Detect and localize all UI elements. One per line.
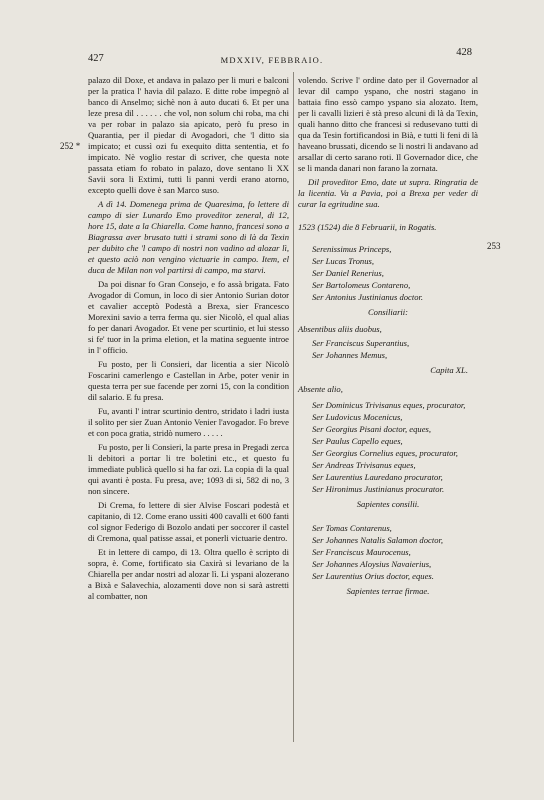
running-title: MDXXIV, FEBBRAIO.: [220, 55, 324, 65]
paragraph: volendo. Scrive l' ordine dato per il Governador al levar dil campo yspano, che nostri stagano in battaia fino essò campo yspano sia alozato. Item, per li cavalli lizieri è stà preso alcuni di là da Texin, quali hanno ditto che francesi si redusevano tutti di qua da Tesin fortificandosi in Bià, e tutti li feni di là haveano brussati, dicendo se li nostri li andavano ad arsallar di certo sarano roti. Il Governador dice, che se li manda danari non farano la zornata.: [298, 75, 478, 173]
paragraph: Dil proveditor Emo, date ut supra. Ringratia de la licentia. Va a Pavia, poi a Brexa per veder di curar la egritudine sua.: [298, 177, 478, 209]
page-number-left: 427: [88, 53, 104, 64]
right-column: [298, 75, 478, 601]
section-heading: Sapientes consilii.: [356, 499, 420, 509]
list-item: Ser Tomas Contarenus,: [312, 523, 392, 533]
page-header: [0, 47, 544, 69]
list-item: Ser Franciscus Maurocenus,: [312, 547, 411, 557]
list-item: Ser Bartolomeus Contareno,: [312, 280, 411, 290]
page-number-right: 428: [456, 47, 472, 58]
list-item: Ser Andreas Trivisanus eques,: [312, 460, 416, 470]
list-item: Ser Ludovicus Mocenicus,: [312, 412, 403, 422]
section-heading: Capita XL.: [430, 365, 468, 375]
left-column: [88, 75, 289, 605]
paragraph: Di Crema, fo lettere di sier Alvise Foscari podestà et capitanio, di 12. Come erano ussiti 400 cavalli et 600 fanti col signor Federigo di Bozolo andati per soccorer il castel di Cremona, qual patisse assai, et ponerli victuarie dentro.: [88, 500, 289, 543]
paragraph: Fu, avanti l' intrar scurtinio dentro, stridato i ladri iusta il solito per sier Zuan Antonio Venier l'avogador. Fo breve et con poca gratia, stridò numero . . . . .: [88, 406, 289, 438]
sapientes-terrae-list: [298, 522, 478, 582]
paragraph: Fu posto, per li Consieri, dar licentia a sier Nicolò Foscarini camerlengo e Castellan in Arbe, poter venir in questa terra per sue facende per zorni 15, con la condition dil salario. E fu presa.: [88, 359, 289, 402]
section-note: Absentibus aliis duobus,: [298, 324, 382, 334]
list-item: Ser Paulus Capello eques,: [312, 436, 403, 446]
paragraph: palazo dil Doxe, et andava in palazo per li muri e balconi per la pratica l' havia dil palazo. E ditte robe impegnò al banco di Anselmo; sichè non à auto ducati 6. Et per una leze presa dil . . . . . . che vol, non solum chi roba, ma chi va per robar in palazo sia apicato, però fu preso in Quarantia, per il piedar di Avogadori, che 'l ditto sia impicato; et cussì ozi fu exequito ditta sententia, et fo impicato. Nè voglio restar di scriver, che questa note passata etiam fo robato in palazo, dove sentano li XX Savii sora li Extimi, tutti li panni verdi erano atorno, excepto quelli dove è san Marco suso.: [88, 75, 289, 195]
list-item: Ser Dominicus Trivisanus eques, procurator,: [312, 400, 466, 410]
paragraph: Et in lettere di campo, di 13. Oltra quello è scripto di sopra, è. Come, fortificato sia Caxirà si levariano de la Chiarella per andar nostri ad alozar lì. Li yspani alozerano a Bixà e Salavechia, alozamenti dove non si sarà astretti al combatter, non: [88, 547, 289, 601]
list-item: Ser Antonius Justinianus doctor.: [312, 292, 424, 302]
list-item: Ser Laurentius Lauredano procurator,: [312, 472, 443, 482]
section-note: Absente alio,: [298, 384, 343, 394]
document-title: 1523 (1524) die 8 Februarii, in Rogatis.: [298, 222, 437, 232]
list-item: Ser Georgius Cornelius eques, procurator,: [312, 448, 458, 458]
paragraph: Fu posto, per li Consieri, la parte presa in Pregadi zerca li debitori a portar li tre boletini etc., et questo fu immediate publicà quello si ha far ozi. La copia di la qual qui avanti è posta. Fu presa, ave; 1093 di si, 582 di no, 3 non sincere.: [88, 442, 289, 496]
list-item: Ser Johannes Aloysius Navaierius,: [312, 559, 432, 569]
list-item: Ser Lucas Tronus,: [312, 256, 374, 266]
margin-note-right: 253: [487, 241, 501, 251]
sapientes-consilii-list: [298, 399, 478, 495]
list-item: Ser Georgius Pisani doctor, eques,: [312, 424, 432, 434]
list-item: Serenissimus Princeps,: [312, 244, 392, 254]
column-divider: [293, 72, 294, 742]
paragraph: A dì 14. Domenega prima de Quaresima, fo lettere di campo di sier Lunardo Emo proveditor zeneral, di 12, hore 15, date a la Chiarella. Come hanno, francesi sono a Biagrassa aver brusato tutti i strami sono di là da Texin per dubito che 'l campo di nostri non vadino ad alozar lì, et questo aciò non vengino victuarie in campo. Item, el duca de Milan non vol partirsi di campo, ma starvi.: [88, 199, 289, 275]
capi-list: [298, 337, 478, 361]
list-item: Ser Daniel Renerius,: [312, 268, 384, 278]
list-item: Ser Johannes Memus,: [312, 350, 388, 360]
list-item: Ser Hironimus Justinianus procurator.: [312, 484, 445, 494]
margin-note-left: 252 *: [60, 141, 81, 151]
list-item: Ser Laurentius Orius doctor, eques.: [312, 571, 434, 581]
section-heading: Consiliarii:: [367, 307, 409, 317]
list-item: Ser Johannes Natalis Salamon doctor,: [312, 535, 444, 545]
list-item: Ser Franciscus Superantius,: [312, 338, 410, 348]
salutation-list: [298, 243, 478, 303]
section-heading: Sapientes terrae firmae.: [346, 586, 430, 596]
paragraph: Da poi disnar fo Gran Consejo, e fo assà brigata. Fato Avogador di Comun, in loco di sier Antonio Surian dotor et cavalier acceptò Podestà a Brexa, sier Francesco Morexini savio a terra ferma qu. sier Nicolò, el qual alias fo per danari Avogador. Et vene per scurtinio, et lui stesso si fe' tuor in la prima eletion, et la matina seguente introe in l' officio.: [88, 279, 289, 355]
